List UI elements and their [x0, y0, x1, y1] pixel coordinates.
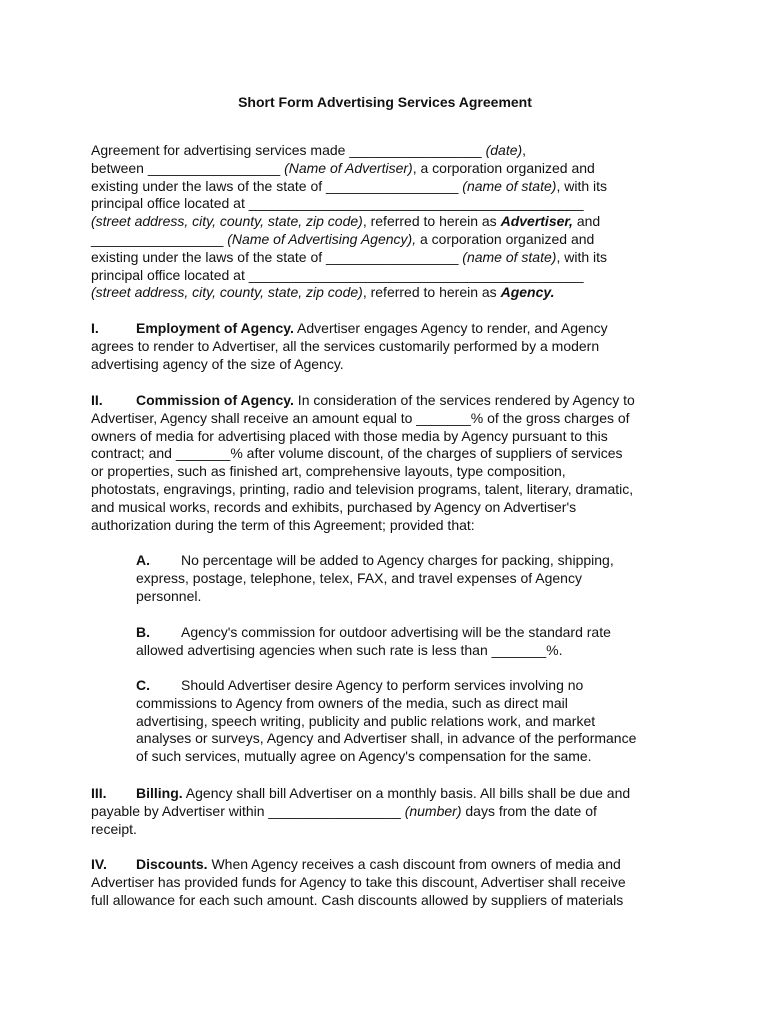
section-line: advertising agency of the size of Agency.	[91, 355, 344, 372]
section-line: receipt.	[91, 820, 137, 837]
date-placeholder: (date)	[485, 142, 523, 158]
subsection-line	[136, 677, 691, 695]
section-line: contract; and _______% after volume discount, of the charges of suppliers of services	[91, 445, 623, 462]
section-employment	[91, 320, 691, 373]
subsection-line: personnel.	[136, 587, 202, 604]
state-placeholder: (name of state)	[462, 248, 557, 265]
intro-text: , with its	[556, 177, 608, 194]
section-text: Advertiser engages Agency to render, and Agency	[293, 320, 608, 336]
subsection-line: analyses or surveys, Agency and Advertiser shall, in advance of the performance	[136, 730, 637, 747]
section-line: full allowance for each such amount. Cash discounts allowed by suppliers of materials	[91, 891, 624, 908]
agency-term: Agency.	[500, 284, 555, 301]
subsection-line: advertising, speech writing, publicity and public relations work, and market	[136, 712, 596, 729]
section-text: In consideration of the services rendered by Agency to	[293, 392, 635, 408]
intro-text: ,	[522, 142, 527, 158]
section-heading: Employment of Agency.	[136, 320, 294, 336]
section-line: and musical works, records and exhibits, purchased by Agency on Advertiser's	[91, 498, 577, 515]
section-number: I.	[91, 320, 99, 336]
section-line: owners of media for advertising placed with those media by Agency pursuant to this	[91, 427, 608, 444]
subsection-line	[136, 624, 691, 642]
advertiser-name-placeholder: (Name of Advertiser)	[284, 159, 413, 176]
subsection-text: No percentage will be added to Agency charges for packing, shipping,	[181, 552, 614, 568]
intro-paragraph	[91, 142, 691, 302]
subsection-a	[136, 552, 691, 605]
section-line: or properties, such as finished art, comprehensive layouts, type composition,	[91, 463, 566, 480]
address-placeholder: (street address, city, county, state, zip code)	[91, 284, 363, 301]
intro-line	[91, 178, 691, 196]
intro-line	[91, 231, 691, 249]
intro-text: , referred to herein as	[362, 213, 501, 230]
intro-line	[91, 249, 691, 267]
section-line	[91, 856, 691, 874]
intro-text: , referred to herein as	[362, 284, 501, 301]
section-heading: Commission of Agency.	[136, 392, 294, 408]
section-line	[91, 320, 691, 338]
section-heading: Discounts.	[136, 856, 208, 872]
state-placeholder: (name of state)	[462, 177, 557, 194]
intro-text: between _________________	[91, 159, 285, 176]
section-line: Advertiser has provided funds for Agency to take this discount, Advertiser shall receive	[91, 873, 626, 890]
subsection-line	[136, 552, 691, 570]
section-text: Agency shall bill Advertiser on a monthly basis. All bills shall be due and	[182, 785, 631, 801]
intro-line	[91, 160, 691, 178]
section-line: Advertiser, Agency shall receive an amount equal to _______% of the gross charges of	[91, 409, 630, 426]
section-billing	[91, 785, 691, 838]
subsection-line: allowed advertising agencies when such rate is less than _______%.	[136, 641, 563, 658]
subsection-b	[136, 624, 691, 660]
subsection-letter: C.	[136, 677, 150, 693]
number-placeholder: (number)	[404, 802, 462, 819]
intro-line	[91, 284, 691, 302]
subsection-letter: B.	[136, 624, 150, 640]
subsection-letter: A.	[136, 552, 150, 568]
section-text: payable by Advertiser within _________________	[91, 802, 405, 819]
advertiser-term: Advertiser,	[500, 213, 573, 230]
section-number: III.	[91, 785, 107, 801]
section-number: IV.	[91, 856, 107, 872]
intro-text: existing under the laws of the state of _________________	[91, 177, 463, 194]
address-placeholder: (street address, city, county, state, zip code)	[91, 213, 363, 230]
section-text: days from the date of	[461, 802, 597, 819]
intro-text: _________________	[91, 230, 228, 247]
document-title: Short Form Advertising Services Agreement	[238, 94, 532, 110]
intro-line: principal office located at ___________________________________________	[91, 266, 584, 283]
section-text: When Agency receives a cash discount from owners of media and	[207, 856, 621, 872]
section-discounts	[91, 856, 691, 909]
subsection-line: of such services, mutually agree on Agency's compensation for the same.	[136, 748, 592, 765]
intro-line	[91, 213, 691, 231]
subsection-text: Should Advertiser desire Agency to perform services involving no	[181, 677, 584, 693]
section-number: II.	[91, 392, 103, 408]
section-line	[91, 392, 691, 410]
intro-text: , with its	[556, 248, 608, 265]
subsection-line: commissions to Agency from owners of the media, such as direct mail	[136, 694, 568, 711]
subsection-c	[136, 677, 691, 766]
agency-name-placeholder: (Name of Advertising Agency),	[227, 230, 417, 247]
section-heading: Billing.	[136, 785, 183, 801]
intro-line	[91, 142, 691, 160]
section-commission	[91, 392, 691, 534]
subsection-text: Agency's commission for outdoor advertising will be the standard rate	[181, 624, 611, 640]
intro-text: existing under the laws of the state of _________________	[91, 248, 463, 265]
intro-line: principal office located at ___________________________________________	[91, 195, 584, 212]
intro-text: , a corporation organized and	[412, 159, 595, 176]
section-line	[91, 785, 691, 803]
subsection-line: express, postage, telephone, telex, FAX, and travel expenses of Agency	[136, 569, 582, 586]
intro-text: and	[572, 213, 601, 230]
section-line: authorization during the term of this Agreement; provided that:	[91, 516, 475, 533]
section-line: photostats, engravings, printing, radio and television programs, talent, literary, dramatic,	[91, 480, 634, 497]
intro-text: a corporation organized and	[416, 230, 595, 247]
intro-text: Agreement for advertising services made _________________	[91, 142, 486, 158]
section-line: agrees to render to Advertiser, all the services customarily performed by a modern	[91, 337, 600, 354]
section-line	[91, 803, 691, 821]
